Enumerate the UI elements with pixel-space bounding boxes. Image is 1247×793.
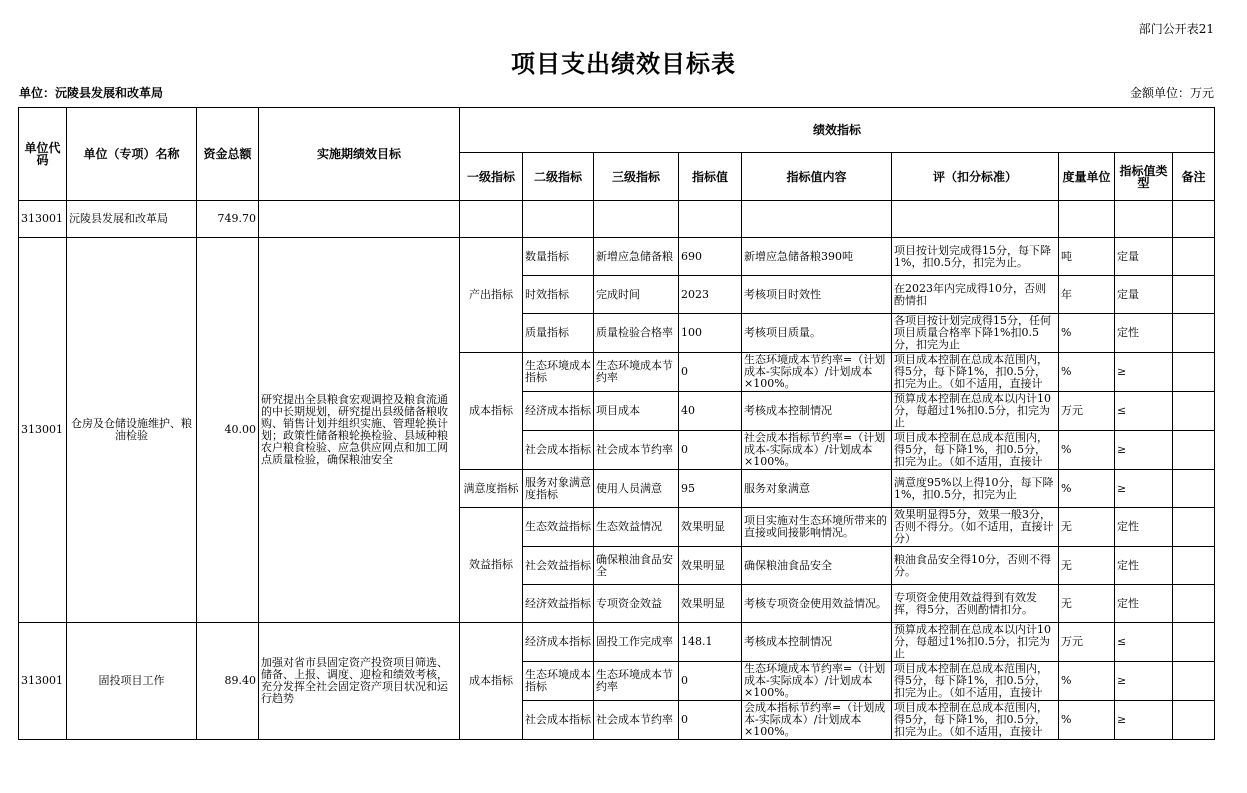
header-l2: 二级指标: [523, 153, 594, 201]
project2-goal: 加强对省市县固定资产投资项目筛选、储备、上报、调度、迎检和绩效考核，充分发挥全社会固定资产项目状况和运行趋势: [259, 623, 460, 740]
table-row: 时效指标 完成时间 2023 考核项目时效性 在2023年内完成得10分，否则酌情扣 年 定量: [19, 276, 1215, 314]
table-row: 313001 固投项目工作 89.40 加强对省市县固定资产投资项目筛选、储备、上报、调度、迎检和绩效考核，充分发挥全社会固定资产项目状况和运行趋势 成本指标 经济成本指标 固投工作完成率 148.1 考核成本控制情况 预算成本控制在总成本以内计10分，每超过1%扣0.5分，扣完为止 万元 ≤: [19, 623, 1215, 662]
header-score: 评（扣分标准）: [892, 153, 1059, 201]
money-unit-label: 金额单位：万元: [1129, 86, 1214, 100]
table-row: 313001 仓房及仓储设施维护、粮油检验 40.00 研究提出全县粮食宏观调控及粮食流通的中长期规划，研究提出县级储备粮收购、销售计划并组织实施、管理轮换计划；政策性储备粮轮换检验、县域种粮农户粮食检验、应急供应网点和加工网点质量检验，确保粮油安全 产出指标 数量指标 新增应急储备粮 690 新增应急储备粮390吨 项目按计划完成得15分，每下降1%，扣0.5分，扣完为止。 吨 定量: [19, 238, 1215, 276]
table-row: 生态环境成本指标 生态环境成本节约率 0 生态环境成本节约率=（计划成本-实际成本）/计划成本×100%。 项目成本控制在总成本范围内，得5分，每下降1%，扣0.5分，扣完为止。（如不适用，直接计 % ≥: [19, 662, 1215, 701]
project1-l1: 成本指标: [460, 353, 523, 470]
summary-code: 313001: [19, 201, 67, 238]
project1-total: 40.00: [197, 238, 259, 623]
table-row: 社会成本指标 社会成本节约率 0 社会成本指标节约率=（计划成本-实际成本）/计划成本×100%。 项目成本控制在总成本范围内，得5分，每下降1%，扣0.5分，扣完为止。（如不适用，直接计 % ≥: [19, 431, 1215, 470]
form-number: 部门公开表21: [1138, 22, 1214, 36]
project1-l1: 满意度指标: [460, 470, 523, 508]
project1-l1: 效益指标: [460, 508, 523, 623]
table-row: 经济成本指标 项目成本 40 考核成本控制情况 预算成本控制在总成本以内计10分，每超过1%扣0.5分，扣完为止 万元 ≤: [19, 392, 1215, 431]
unit-label: 单位：沅陵县发展和改革局: [19, 86, 164, 100]
table-row: 社会成本指标 社会成本节约率 0 会成本指标节约率=（计划成本-实际成本）/计划成本×100%。 项目成本控制在总成本范围内，得5分，每下降1%，扣0.5分，扣完为止。（如不适用，直接计 % ≥: [19, 701, 1215, 740]
header-code: 单位代码: [19, 108, 67, 201]
table-row: 经济效益指标 专项资金效益 效果明显 考核专项资金使用效益情况。 专项资金使用效益得到有效发挥，得5分，否则酌情扣分。 无 定性: [19, 585, 1215, 623]
table-row: 效益指标 生态效益指标 生态效益情况 效果明显 项目实施对生态环境所带来的直接或间接影响情况。 效果明显得5分，效果一般3分，否则不得分。（如不适用，直接计分） 无 定性: [19, 508, 1215, 547]
summary-row: [19, 201, 1215, 238]
header-measure: 度量单位: [1059, 153, 1115, 201]
header-total: 资金总额: [197, 108, 259, 201]
project1-goal: 研究提出全县粮食宏观调控及粮食流通的中长期规划，研究提出县级储备粮收购、销售计划并组织实施、管理轮换计划；政策性储备粮轮换检验、县域种粮农户粮食检验、应急供应网点和加工网点质量检验，确保粮油安全: [259, 238, 460, 623]
summary-total: 749.70: [197, 201, 259, 238]
page-title: 项目支出绩效目标表: [511, 50, 736, 78]
project1-l1: 产出指标: [460, 238, 523, 353]
table-row: 成本指标 生态环境成本指标 生态环境成本节约率 0 生态环境成本节约率=（计划成本-实际成本）/计划成本×100%。 项目成本控制在总成本范围内，得5分，每下降1%，扣0.5分，扣完为止。（如不适用，直接计 % ≥: [19, 353, 1215, 392]
header-l3: 三级指标: [594, 153, 679, 201]
performance-table: [18, 107, 1215, 740]
header-note: 备注: [1173, 153, 1215, 201]
header-vtype: 指标值类型: [1115, 153, 1173, 201]
header-l1: 一级指标: [460, 153, 523, 201]
project2-total: 89.40: [197, 623, 259, 740]
header-goal: 实施期绩效目标: [259, 108, 460, 201]
header-content: 指标值内容: [742, 153, 892, 201]
table-row: 社会效益指标 确保粮油食品安全 效果明显 确保粮油食品安全 粮油食品安全得10分，否则不得分。 无 定性: [19, 547, 1215, 585]
header-name: 单位（专项）名称: [67, 108, 197, 201]
table-row: 质量指标 质量检验合格率 100 考核项目质量。 各项目按计划完成得15分，任何项目质量合格率下降1%扣0.5分，扣完为止 % 定性: [19, 314, 1215, 353]
table-row: 满意度指标 服务对象满意度指标 使用人员满意 95 服务对象满意 满意度95%以上得10分，每下降1%，扣0.5分，扣完为止 % ≥: [19, 470, 1215, 508]
project1-code: 313001: [19, 238, 67, 623]
header-val: 指标值: [679, 153, 742, 201]
project2-l1: 成本指标: [460, 623, 523, 740]
summary-name: 沅陵县发展和改革局: [67, 201, 197, 238]
project1-name: 仓房及仓储设施维护、粮油检验: [67, 238, 197, 623]
project2-name: 固投项目工作: [67, 623, 197, 740]
project2-code: 313001: [19, 623, 67, 740]
header-perf: 绩效指标: [460, 108, 1215, 153]
